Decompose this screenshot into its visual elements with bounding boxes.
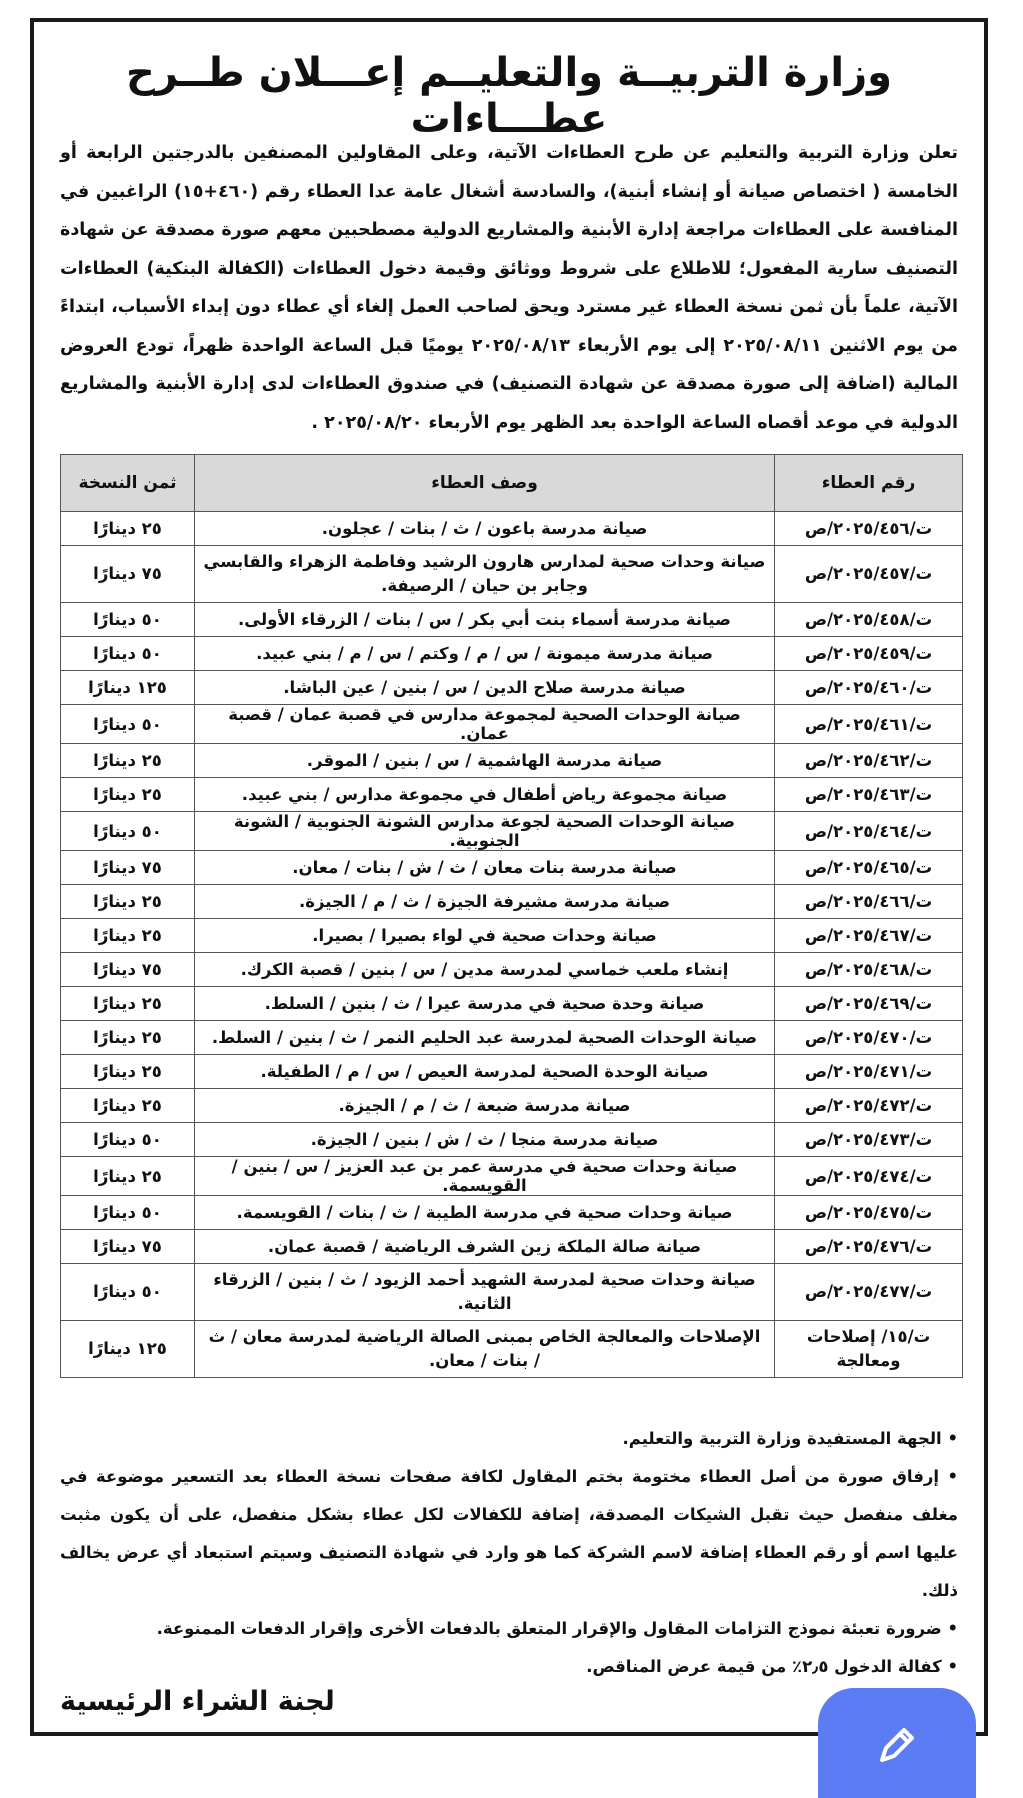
- table-row: [61, 744, 963, 778]
- tender-description: صيانة مدرسة منجا / ث / ش / بنين / الجيزة.: [195, 1123, 775, 1157]
- table-row: [61, 603, 963, 637]
- table-row: [61, 1055, 963, 1089]
- tender-price: ٢٥ دينارًا: [61, 778, 195, 812]
- tender-description: صيانة الوحدات الصحية لمجموعة مدارس في قصبة عمان / قصبة عمان.: [195, 705, 775, 744]
- table-row: [61, 987, 963, 1021]
- tender-number: ت/٢٠٢٥/٤٧٢/ص: [775, 1089, 963, 1123]
- tender-price: ٢٥ دينارًا: [61, 1021, 195, 1055]
- tender-price: ٥٠ دينارًا: [61, 637, 195, 671]
- tender-description: صيانة الوحدات الصحية لجوعة مدارس الشونة الجنوبية / الشونة الجنوبية.: [195, 812, 775, 851]
- tender-description: صيانة مدرسة صلاح الدين / س / بنين / عين الباشا.: [195, 671, 775, 705]
- tender-description: صيانة مدرسة ضبعة / ث / م / الجيزة.: [195, 1089, 775, 1123]
- table-row: [61, 953, 963, 987]
- tender-description: صيانة وحدات صحية في مدرسة الطيبة / ث / بنات / القويسمة.: [195, 1196, 775, 1230]
- tender-number: ت/٢٠٢٥/٤٧٣/ص: [775, 1123, 963, 1157]
- tender-number: ت/٢٠٢٥/٤٦١/ص: [775, 705, 963, 744]
- tender-description: صيانة وحدات صحية في مدرسة عمر بن عبد العزيز / س / بنين / القويسمة.: [195, 1157, 775, 1196]
- tender-description: صيانة مدرسة مشيرفة الجيزة / ث / م / الجيزة.: [195, 885, 775, 919]
- tender-price: ٢٥ دينارًا: [61, 1089, 195, 1123]
- tender-number: ت/٢٠٢٥/٤٧٥/ص: [775, 1196, 963, 1230]
- tender-price: ٢٥ دينارًا: [61, 919, 195, 953]
- tender-number: ت/٢٠٢٥/٤٦٩/ص: [775, 987, 963, 1021]
- tender-description: صيانة مدرسة أسماء بنت أبي بكر / س / بنات / الزرقاء الأولى.: [195, 603, 775, 637]
- table-row: [61, 1157, 963, 1196]
- tender-number: ت/٢٠٢٥/٤٥٨/ص: [775, 603, 963, 637]
- tender-price: ٥٠ دينارًا: [61, 705, 195, 744]
- tender-number: ت/٢٠٢٥/٤٧٧/ص: [775, 1264, 963, 1321]
- tender-number: ت/٢٠٢٥/٤٦٣/ص: [775, 778, 963, 812]
- note-entry-bond: • كفالة الدخول ٢٫٥٪ من قيمة عرض المناقص.: [586, 1657, 958, 1676]
- table-row: [61, 778, 963, 812]
- tender-price: ٢٥ دينارًا: [61, 512, 195, 546]
- tender-number: ت/٢٠٢٥/٤٦٧/ص: [775, 919, 963, 953]
- tender-price: ٥٠ دينارًا: [61, 603, 195, 637]
- tender-price: ٢٥ دينارًا: [61, 744, 195, 778]
- pencil-icon: [874, 1724, 918, 1768]
- tender-number: ت/٢٠٢٥/٤٥٦/ص: [775, 512, 963, 546]
- table-row: [61, 671, 963, 705]
- note-attachments: • إرفاق صورة من أصل العطاء مختومة بختم المقاول لكافة صفحات نسخة العطاء بعد التسعير موضوعة في مغلف منفصل حيث تقبل الشيكات المصدقة، إضافة للكفالات لكل عطاء بشكل منفصل، على أن يكون مثبت عليها اسم أو رقم العطاء إضافة لاسم الشركة كما هو وارد في شهادة التصنيف وسيتم استبعاد أي عرض يخالف ذلك.: [60, 1467, 958, 1600]
- tender-number: ت/٢٠٢٥/٤٦٨/ص: [775, 953, 963, 987]
- table-row: [61, 1196, 963, 1230]
- tender-price: ١٢٥ دينارًا: [61, 671, 195, 705]
- note-commitments-form: • ضرورة تعبئة نموذج التزامات المقاول والإقرار المتعلق بالدفعات الأخرى وإقرار الدفعات الممنوعة.: [156, 1619, 958, 1638]
- table-row: [61, 1264, 963, 1321]
- notes-section: [60, 1420, 958, 1686]
- tender-description: صيانة مدرسة باعون / ث / بنات / عجلون.: [195, 512, 775, 546]
- tender-price: ٥٠ دينارًا: [61, 1123, 195, 1157]
- table-row: [61, 1089, 963, 1123]
- tender-number: ت/٢٠٢٥/٤٧١/ص: [775, 1055, 963, 1089]
- announcement-frame: [30, 18, 988, 1736]
- table-row: [61, 705, 963, 744]
- tender-number: ت/٢٠٢٥/٤٦٢/ص: [775, 744, 963, 778]
- tender-price: ١٢٥ دينارًا: [61, 1321, 195, 1378]
- table-row: [61, 851, 963, 885]
- table-body: [61, 512, 963, 1378]
- tender-price: ٥٠ دينارًا: [61, 1196, 195, 1230]
- tender-number: ت/٢٠٢٥/٤٧٦/ص: [775, 1230, 963, 1264]
- header-price: ثمن النسخة: [61, 455, 195, 512]
- tender-number: ت/٢٠٢٥/٤٦٥/ص: [775, 851, 963, 885]
- tender-number: ت/٢٠٢٥/٤٧٠/ص: [775, 1021, 963, 1055]
- tender-description: إنشاء ملعب خماسي لمدرسة مدين / س / بنين / قصبة الكرك.: [195, 953, 775, 987]
- tender-price: ٧٥ دينارًا: [61, 546, 195, 603]
- edit-button[interactable]: [818, 1688, 976, 1798]
- tender-description: صيانة مدرسة بنات معان / ث / ش / بنات / معان.: [195, 851, 775, 885]
- tender-price: ٥٠ دينارًا: [61, 812, 195, 851]
- tender-price: ٧٥ دينارًا: [61, 1230, 195, 1264]
- tender-number: ت/٢٠٢٥/٤٧٤/ص: [775, 1157, 963, 1196]
- table-row: [61, 812, 963, 851]
- tender-description: صيانة وحدات صحية لمدارس هارون الرشيد وفاطمة الزهراء والقابسي وجابر بن حيان / الرصيفة.: [195, 546, 775, 603]
- table-row: [61, 637, 963, 671]
- tender-description: صيانة وحدات صحية في لواء بصيرا / بصيرا.: [195, 919, 775, 953]
- tender-description: صيانة مدرسة الهاشمية / س / بنين / الموقر.: [195, 744, 775, 778]
- table-row: [61, 512, 963, 546]
- tender-description: صيانة وحدات صحية لمدرسة الشهيد أحمد الزيود / ث / بنين / الزرقاء الثانية.: [195, 1264, 775, 1321]
- table-row: [61, 885, 963, 919]
- page-title: وزارة التربيــة والتعليــم إعـــلان طــرح عطـــاءات: [126, 50, 892, 142]
- tender-description: الإصلاحات والمعالجة الخاص بمبنى الصالة الرياضية لمدرسة معان / ث / بنات / معان.: [195, 1321, 775, 1378]
- tender-number: ت/٢٠٢٥/٤٥٩/ص: [775, 637, 963, 671]
- table-row: [61, 1230, 963, 1264]
- tender-price: ٢٥ دينارًا: [61, 885, 195, 919]
- tender-number: ت/٢٠٢٥/٤٥٧/ص: [775, 546, 963, 603]
- tender-description: صيانة مدرسة ميمونة / س / م / وكتم / س / م / بني عبيد.: [195, 637, 775, 671]
- tender-number: ت/٢٠٢٥/٤٦٠/ص: [775, 671, 963, 705]
- tender-number: ت/٢٠٢٥/٤٦٦/ص: [775, 885, 963, 919]
- table-row: [61, 1123, 963, 1157]
- tender-price: ٥٠ دينارًا: [61, 1264, 195, 1321]
- tender-description: صيانة مجموعة رياض أطفال في مجموعة مدارس / بني عبيد.: [195, 778, 775, 812]
- header-description: وصف العطاء: [195, 455, 775, 512]
- tender-price: ٢٥ دينارًا: [61, 1157, 195, 1196]
- tender-price: ٧٥ دينارًا: [61, 851, 195, 885]
- tender-price: ٢٥ دينارًا: [61, 987, 195, 1021]
- tender-description: صيانة وحدة صحية في مدرسة عيرا / ث / بنين / السلط.: [195, 987, 775, 1021]
- table-row: [61, 1321, 963, 1378]
- table-row: [61, 1021, 963, 1055]
- intro-paragraph: تعلن وزارة التربية والتعليم عن طرح العطاءات الآتية، وعلى المقاولين المصنفين بالدرجتين الرابعة أو الخامسة ( اختصاص صيانة أو إنشاء أبنية)، والسادسة أشغال عامة عدا العطاء رقم (٤٦٠+١٥) الراغبين في المنافسة على العطاءات مراجعة إدارة الأبنية والمشاريع الدولية مصطحبين معهم صورة مصدقة عن شهادة التصنيف سارية المفعول؛ للاطلاع على شروط ووثائق وقيمة دخول العطاءات (الكفالة البنكية) العطاءات الآتية، علماً بأن ثمن نسخة العطاء غير مسترد ويحق لصاحب العمل إلغاء أي عطاء دون إبداء الأسباب، ابتداءً من يوم الاثنين ٢٠٢٥/٠٨/١١ إلى يوم الأربعاء ٢٠٢٥/٠٨/١٣ يوميًا قبل الساعة الواحدة ظهراً، تودع العروض المالية (اضافة إلى صورة مصدقة عن شهادة التصنيف) في صندوق العطاءات لدى إدارة الأبنية والمشاريع الدولية في موعد أقصاه الساعة الواحدة بعد الظهر يوم الأربعاء ٢٠٢٥/٠٨/٢٠ .: [60, 143, 958, 433]
- tender-description: صيانة الوحدات الصحية لمدرسة عبد الحليم النمر / ث / بنين / السلط.: [195, 1021, 775, 1055]
- table-row: [61, 919, 963, 953]
- tenders-table: [60, 454, 963, 1378]
- tender-description: صيانة الوحدة الصحية لمدرسة العيص / س / م / الطفيلة.: [195, 1055, 775, 1089]
- header-number: رقم العطاء: [775, 455, 963, 512]
- tender-price: ٢٥ دينارًا: [61, 1055, 195, 1089]
- table-header-row: [61, 455, 963, 512]
- note-beneficiary: • الجهة المستفيدة وزارة التربية والتعليم.: [622, 1429, 958, 1448]
- tender-number: ت/١٥/ إصلاحات ومعالجة: [775, 1321, 963, 1378]
- tender-number: ت/٢٠٢٥/٤٦٤/ص: [775, 812, 963, 851]
- committee-signature: لجنة الشراء الرئيسية: [60, 1686, 335, 1717]
- tender-description: صيانة صالة الملكة زين الشرف الرياضية / قصبة عمان.: [195, 1230, 775, 1264]
- tender-price: ٧٥ دينارًا: [61, 953, 195, 987]
- table-row: [61, 546, 963, 603]
